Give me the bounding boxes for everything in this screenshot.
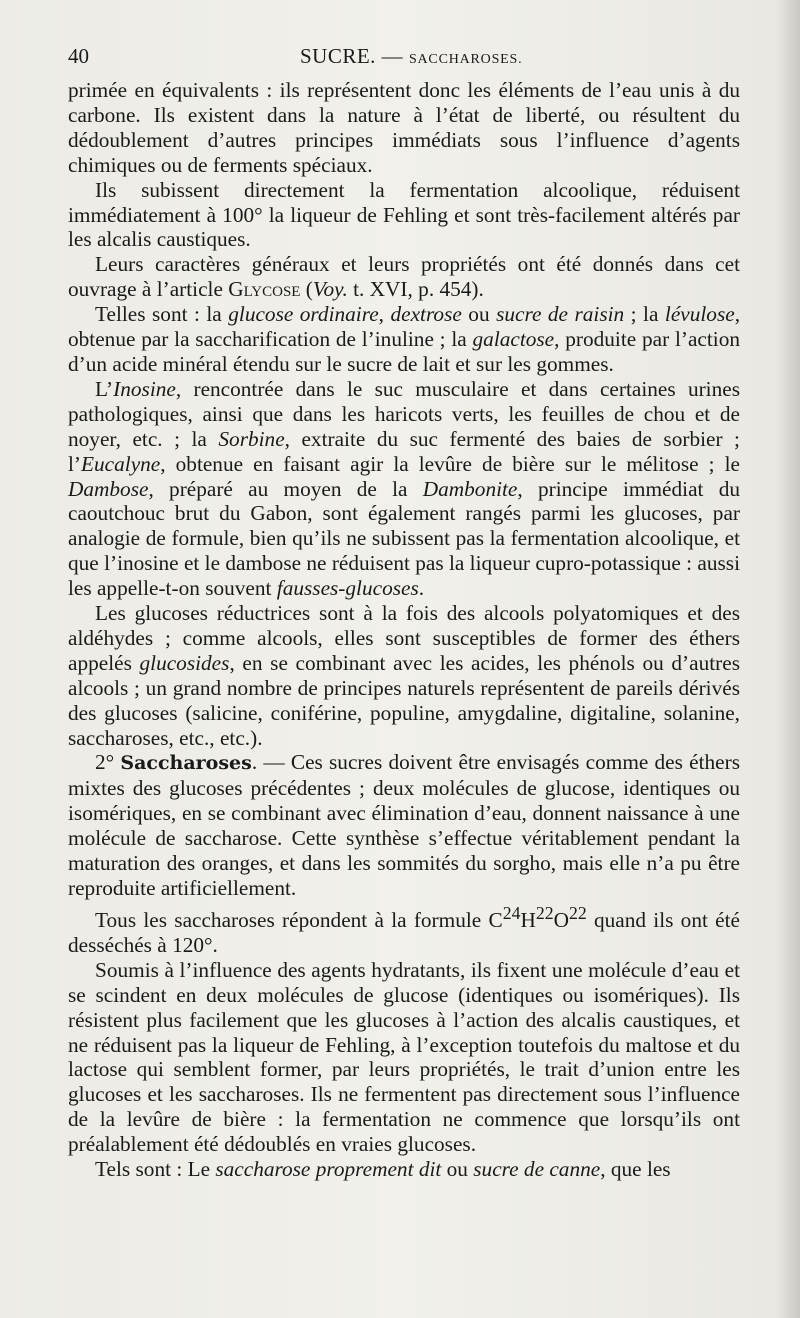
glycose-ref: Glycose — [228, 277, 301, 302]
text-run: , en se combinant avec les acides, les phénols ou d’autres alcools ; un grand nombre de principes naturels représentent de pareils dérivés des glucoses (salicine, coniférine, populine, amygdaline, digitaline, solanine, saccharoses, etc., etc.). — [68, 650, 740, 750]
text-run: , rencontrée dans le suc musculaire et dans certaines urines pathologiques, ainsi que dans les haricots verts, les feuilles de chou et de noyer, etc. ; la — [68, 376, 740, 451]
text-run: , principe immédiat du caoutchouc brut du Gabon, sont également rangés parmi les glucoses, par analogie de formule, bien qu’ils ne subissent pas la fermentation alcoolique, et que l’inosine et le dambose ne réduisent pas la liqueur cupro-potassique : aussi les appelle-t-on souvent — [68, 476, 740, 601]
paragraph-2: Ils subissent directement la fermentation alcoolique, réduisent immédiatement à 100° la liqueur de Fehling et sont très-facilement altérés par les alcalis caustiques. — [68, 177, 740, 252]
running-header — [68, 44, 738, 74]
text-run: Telles sont : la — [95, 302, 229, 327]
term-glucose: glucose ordinaire — [228, 302, 379, 327]
term-levulose: lévulose — [664, 302, 735, 327]
term-dambose: Dambose — [68, 476, 149, 501]
term-sorbine: Sorbine — [218, 426, 285, 451]
text-run: , produite par l’action d’un acide minéral étendu sur le sucre de lait et sur les gommes. — [68, 327, 740, 376]
voy-ref: Voy. — [312, 277, 348, 302]
paragraph-6 — [68, 601, 740, 750]
text-run: , que les — [600, 1157, 671, 1182]
running-title-sub: SACCHAROSES. — [408, 52, 523, 67]
term-galactose: galactose — [472, 327, 555, 352]
paragraph-1: primée en équivalents : ils représentent donc les éléments de l’eau unis à du carbone. Ils existent dans la nature à l’état de liberté, ou résultent du dédoublement d’autres principes immédiats sous l’influence d’agents chimiques ou de ferments spéciaux. — [68, 78, 740, 177]
term-dambonite: Dambonite — [422, 476, 518, 501]
term-sucre-de-raisin: sucre de raisin — [496, 302, 625, 327]
text-run: Tous les saccharoses répondent à la formule C — [95, 908, 503, 932]
paragraph-3 — [68, 252, 740, 302]
term-glucosides: glucosides — [139, 650, 230, 675]
paragraph-10 — [68, 1157, 740, 1182]
paragraph-7 — [68, 750, 740, 900]
formula-o-exponent: 22 — [568, 902, 587, 923]
term-inosine: Inosine — [113, 376, 176, 401]
text-run: 2° — [95, 750, 121, 775]
text-run: . — [418, 576, 425, 601]
running-title-main: SUCRE. — — [300, 44, 409, 68]
paragraph-4 — [68, 302, 740, 377]
term-eucalyne: Eucalyne — [81, 451, 161, 476]
text-run: , extraite du suc fermenté des baies de sorbier ; l’ — [68, 426, 740, 476]
text-run: , préparé au moyen de la — [148, 476, 423, 501]
formula-h-exponent: 22 — [535, 902, 554, 923]
text-run: Leurs caractères généraux et leurs propriétés ont été donnés dans cet ouvrage à l’article — [68, 252, 740, 302]
running-title — [300, 44, 522, 69]
page-number: 40 — [68, 44, 89, 68]
text-run: ; la — [624, 302, 665, 327]
text-run: Les glucoses réductrices sont à la fois des alcools polyatomiques et des aldéhydes ; comme alcools, elles sont susceptibles de former des éthers appelés — [68, 601, 740, 675]
text-run: t. XVI, p. 454). — [347, 277, 484, 302]
text-run: H — [520, 908, 536, 932]
paragraph-5 — [68, 377, 740, 601]
text-run: , obtenue en faisant agir la levûre de bière sur le mélitose ; le — [160, 451, 740, 476]
text-run: L’ — [95, 376, 114, 401]
text-run: . — Ces sucres doivent être envisagés comme des éthers mixtes des glucoses précédentes ; deux molécules de glucose, identiques ou isomériques, en se combinant avec élimination d’eau, donnent naissance à une molécule de saccharose. Cette synthèse s’effectue véritablement pendant la maturation des oranges, et dans les sommités du sorgho, mais elle n’a pu être reproduite artificiellement. — [68, 750, 740, 900]
text-run: , — [378, 302, 391, 327]
text-run: , obtenue par la saccharification de l’inuline ; la — [68, 302, 741, 352]
body-text — [68, 78, 740, 1182]
text-run: quand ils ont été desséchés à 120°. — [68, 908, 740, 957]
term-dextrose: dextrose — [390, 302, 462, 327]
term-saccharose: saccharose proprement dit — [215, 1157, 442, 1182]
formula-c-exponent: 24 — [502, 902, 521, 923]
paragraph-8 — [68, 901, 740, 958]
text-run: Tels sont : Le — [95, 1157, 216, 1182]
section-heading-saccharoses: Saccharoses — [120, 752, 252, 775]
text-run: ( — [300, 277, 313, 302]
text-run: O — [553, 908, 569, 932]
term-fausses-glucoses: fausses-glucoses — [276, 576, 419, 601]
term-sucre-de-canne: sucre de canne — [473, 1157, 601, 1182]
text-run: ou — [441, 1157, 474, 1182]
paragraph-9: Soumis à l’influence des agents hydratants, ils fixent une molécule d’eau et se scindent en deux molécules de glucose (identiques ou isomériques). Ils résistent plus facilement que les glucoses à l’action des alcalis caustiques, et ne réduisent pas la liqueur de Fehling, à l’exception toutefois du maltose et du lactose qui semblent former, par leurs propriétés, le trait d’union entre les glucoses et les saccharoses. Ils ne fermentent pas directement sous l’influence de la levûre de bière : la fermentation ne commence que lorsqu’ils ont préalablement été dédoublés en vraies glucoses. — [68, 957, 740, 1157]
text-run: ou — [461, 302, 497, 327]
